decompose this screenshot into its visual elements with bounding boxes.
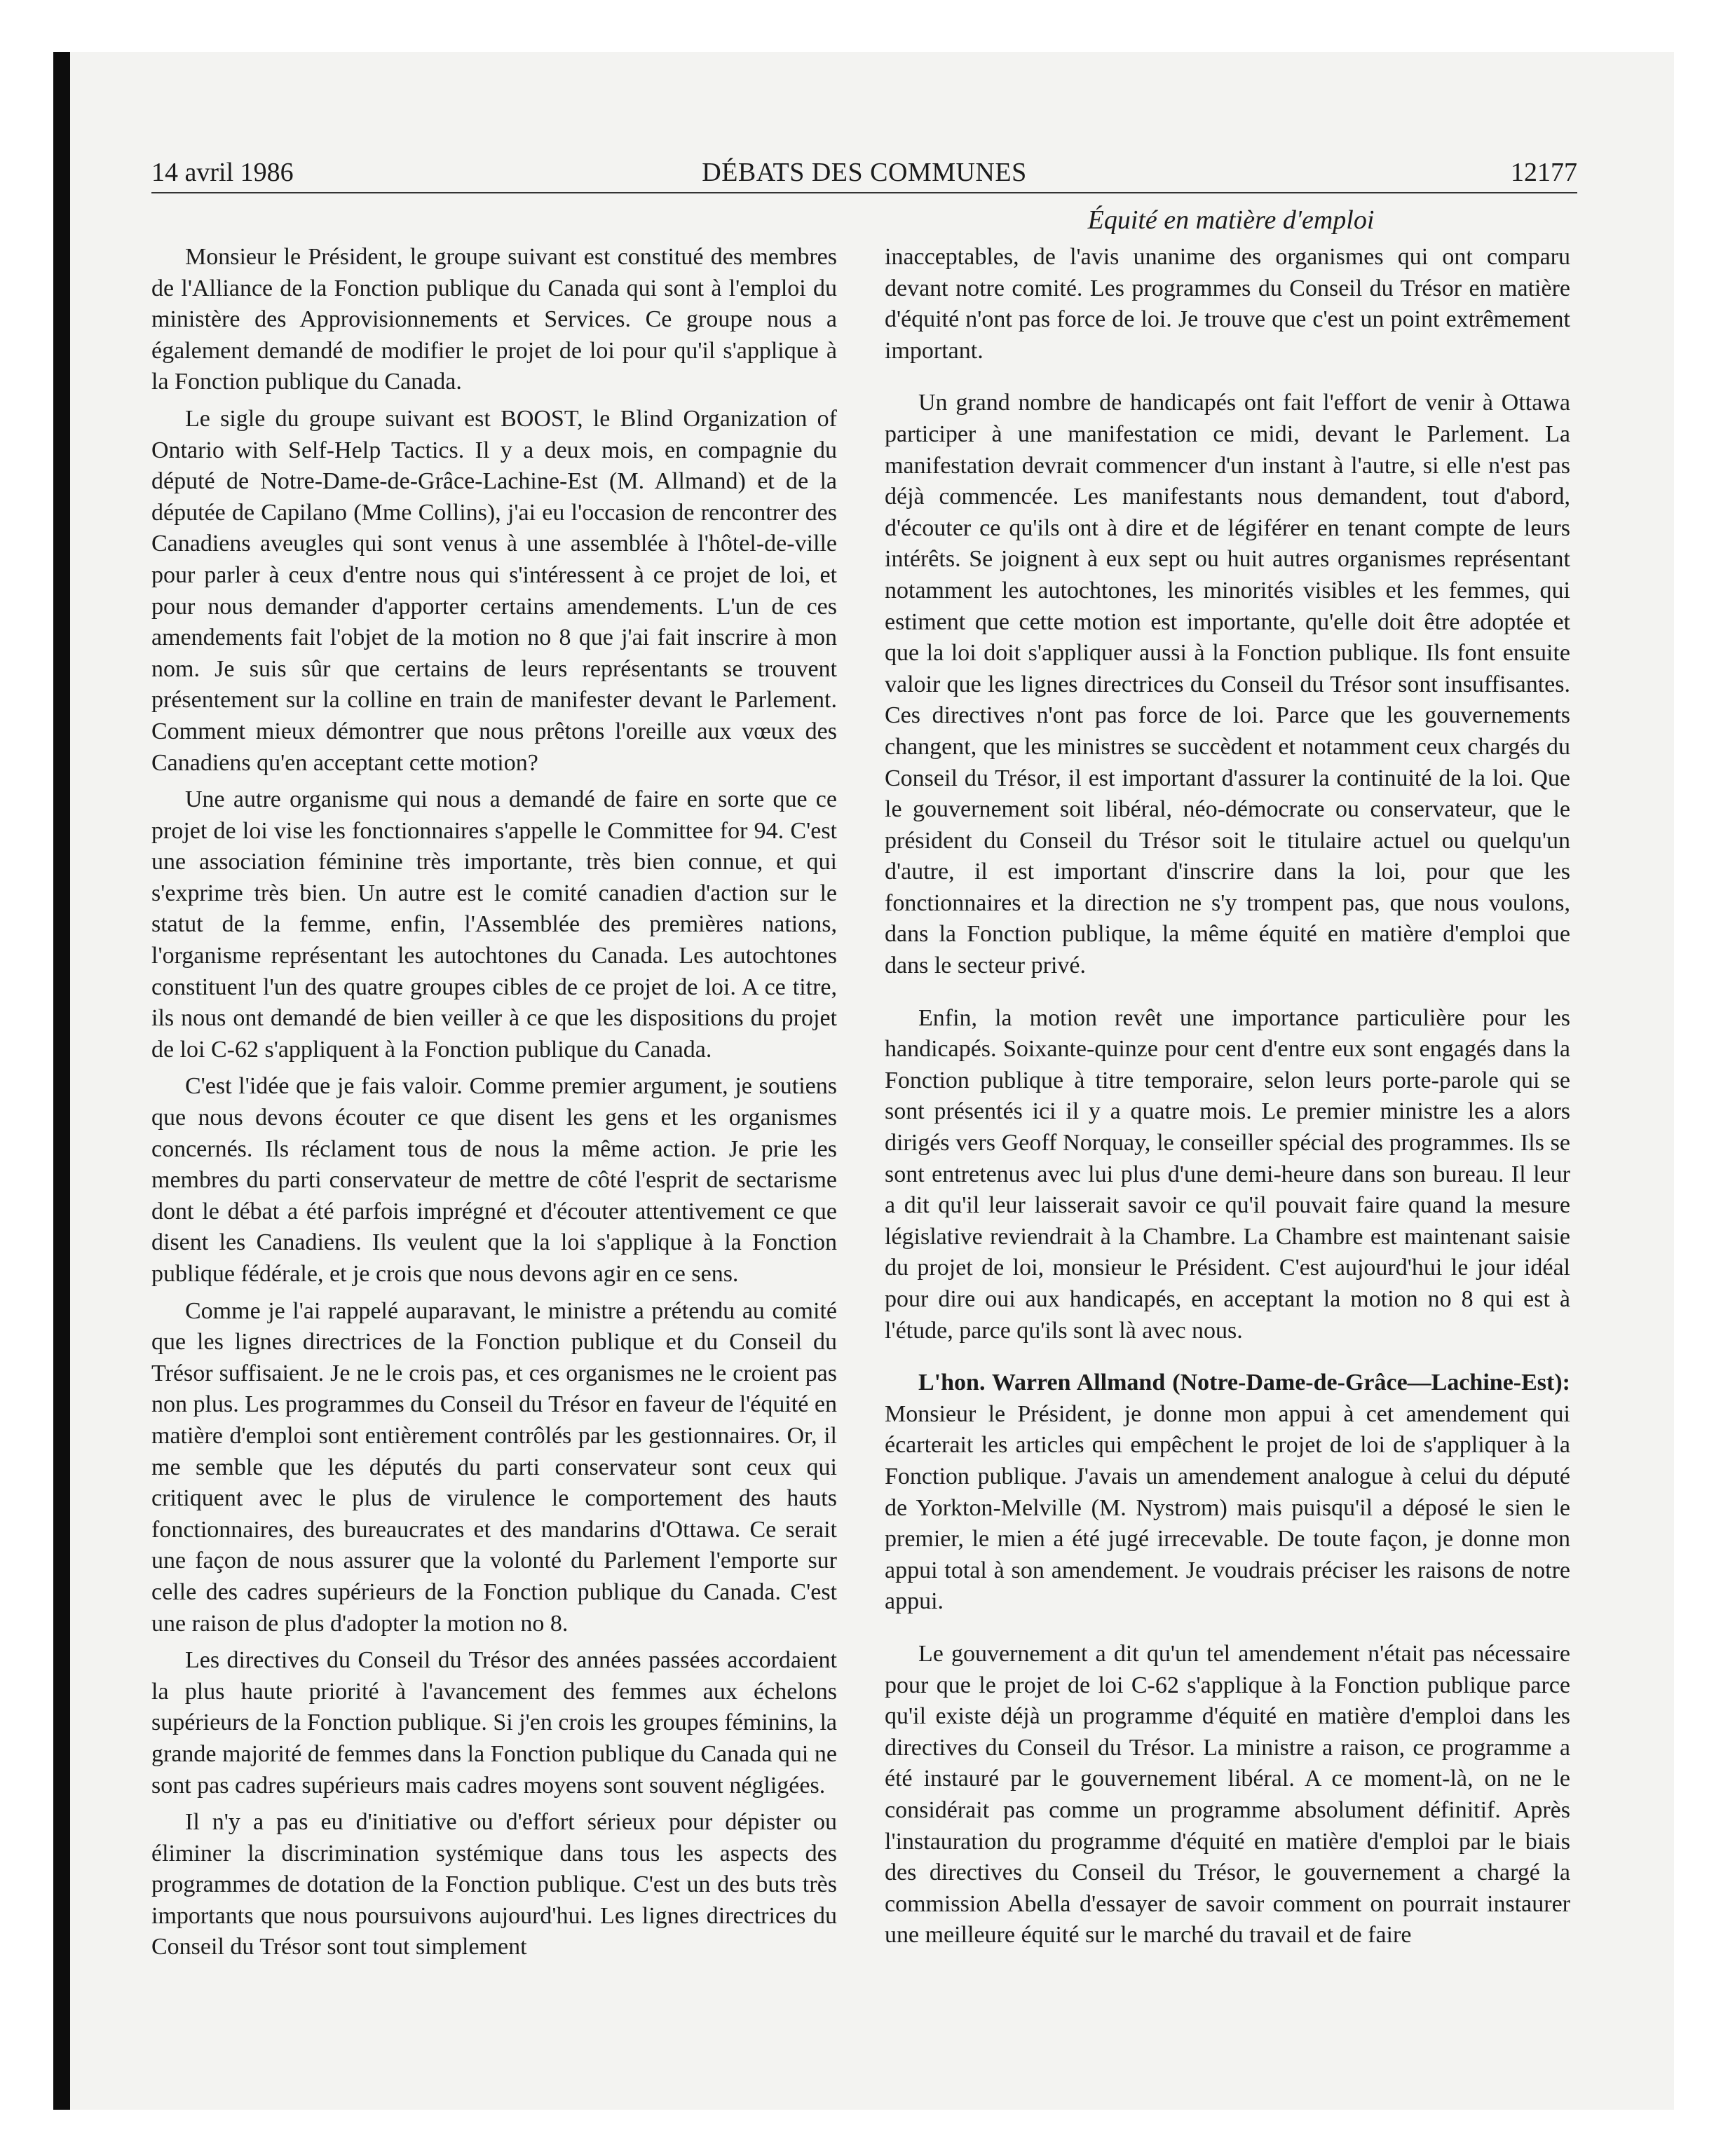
speaker-name: L'hon. Warren Allmand (Notre-Dame-de-Grâce—Lachine-Est): [918, 1370, 1570, 1396]
right-continuation-paragraph: inacceptables, de l'avis unanime des organismes qui ont comparu devant notre comité. Les programmes du Conseil du Trésor en matière d'équité n'ont pas force de loi. Je trouve que c'est un point extrêmement important. [885, 244, 1570, 364]
speech-text: Monsieur le Président, je donne mon appui à cet amendement qui écarterait les articles qui empêchent le projet de loi de s'appliquer à la Fonction publique. J'avais un amendement analogue à celui du député de Yorkton-Melville (M. Nystrom) mais puisqu'il a déposé le sien le premier, le mien a été jugé irrecevable. De toute façon, je donne mon appui total à son amendement. Je voudrais préciser les raisons de notre appui. [885, 1400, 1570, 1615]
header-journal-title: DÉBATS DES COMMUNES [702, 158, 1027, 187]
right-column [885, 242, 1570, 2078]
left-paragraph: C'est l'idée que je fais valoir. Comme premier argument, je soutiens que nous devons écouter ce que disent les gens et les organismes concernés. Ils réclament tous de nous la même action. Je prie les membres du parti conservateur de mettre de côté l'esprit de sectarisme dont le débat a été parfois imprégné et d'écouter attentivement ce que disent les Canadiens. Ils veulent que la loi s'applique à la Fonction publique fédérale, et je crois que nous devons agir en ce sens. [151, 1073, 837, 1287]
header-rule [151, 192, 1577, 193]
section-heading: Équité en matière d'emploi [1087, 205, 1375, 235]
left-paragraph: Le sigle du groupe suivant est BOOST, le Blind Organization of Ontario with Self-Help Tactics. Il y a deux mois, en compagnie du député de Notre-Dame-de-Grâce-Lachine-Est (M. Allmand) et de la députée de Capilano (Mme Collins), j'ai eu l'occasion de rencontrer des Canadiens aveugles qui sont venus à une assemblée à l'hôtel-de-ville pour parler à ceux d'entre nous qui s'intéressent à ce projet de loi, et pour nous demander d'apporter certains amendements. L'un de ces amendements fait l'objet de la motion no 8 que j'ai fait inscrire à mon nom. Je suis sûr que certains de leurs représentants se trouvent présentement sur la colline en train de manifester devant le Parlement. Comment mieux démontrer que nous prêtons l'oreille aux vœux des Canadiens qu'en acceptant cette motion? [151, 405, 837, 776]
left-paragraph: Il n'y a pas eu d'initiative ou d'effort sérieux pour dépister ou éliminer la discrimination systémique dans tous les aspects des programmes de dotation de la Fonction publique. C'est un des buts très importants que nous poursuivons aujourd'hui. Les lignes directrices du Conseil du Trésor sont tout simplement [151, 1809, 837, 1960]
left-paragraph: Les directives du Conseil du Trésor des années passées accordaient la plus haute priorité à l'avancement des femmes aux échelons supérieurs de la Fonction publique. Si j'en crois les groupes féminins, la grande majorité de femmes dans la Fonction publique du Canada qui ne sont pas cadres supérieurs mais cadres moyens sont souvent négligées. [151, 1647, 837, 1799]
left-column [151, 242, 837, 2078]
left-paragraph: Monsieur le Président, le groupe suivant est constitué des membres de l'Alliance de la Fonction publique du Canada qui sont à l'emploi du ministère des Approvisionnements et Services. Ce groupe nous a également demandé de modifier le projet de loi pour qu'il s'applique à la Fonction publique du Canada. [151, 244, 837, 395]
header-date: 14 avril 1986 [151, 158, 294, 187]
right-paragraph: Le gouvernement a dit qu'un tel amendement n'était pas nécessaire pour que le projet de loi C-62 s'applique à la Fonction publique parce qu'il existe déjà un programme d'équité en matière d'emploi dans les directives du Conseil du Trésor. La ministre a raison, ce programme a été instauré par le gouvernement libéral. A ce moment-là, on ne le considérait pas comme un programme absolument définitif. Après l'instauration du programme d'équité en matière d'emploi par le biais des directives du Conseil du Trésor, le gouvernement a chargé la commission Abella d'essayer de savoir comment on pourrait instaurer une meilleure équité sur le marché du travail et de faire [885, 1640, 1570, 1949]
right-paragraph: Enfin, la motion revêt une importance particulière pour les handicapés. Soixante-quinze pour cent d'entre eux sont engagés dans la Fonction publique à titre temporaire, selon leurs porte-parole qui se sont présentés ici il y a quatre mois. Le premier ministre les a alors dirigés vers Geoff Norquay, le conseiller spécial des programmes. Ils se sont entretenus avec lui plus d'une demi-heure dans son bureau. Il leur a dit qu'il leur laisserait savoir ce qu'il pouvait faire quand la mesure législative reviendrait à la Chambre. La Chambre est maintenant saisie du projet de loi, monsieur le Président. C'est aujourd'hui le jour idéal pour dire oui aux handicapés, en acceptant la motion no 8 qui est à l'étude, parce qu'ils sont là avec nous. [885, 1004, 1570, 1344]
speech-paragraph [885, 1367, 1570, 1618]
scan-binding-edge [53, 52, 70, 2110]
page-header [151, 154, 1577, 191]
left-paragraph: Comme je l'ai rappelé auparavant, le ministre a prétendu au comité que les lignes directrices de la Fonction publique et du Conseil du Trésor suffisaient. Je ne le crois pas, et ces organismes ne le croient pas non plus. Les programmes du Conseil du Trésor en faveur de l'équité en matière d'emploi sont entièrement contrôlés par les gestionnaires. Or, il me semble que les députés du parti conservateur sont ceux qui critiquent avec le plus de virulence le comportement des hauts fonctionnaires, des bureaucrates et des mandarins d'Ottawa. Ce serait une façon de nous assurer que la volonté du Parlement l'emporte sur celle des cadres supérieurs de la Fonction publique du Canada. C'est une raison de plus d'adopter la motion no 8. [151, 1297, 837, 1637]
header-page-number: 12177 [1511, 158, 1577, 187]
left-paragraph: Une autre organisme qui nous a demandé de faire en sorte que ce projet de loi vise les fonctionnaires s'appelle le Committee for 94. C'est une association féminine très importante, très bien connue, et qui s'exprime très bien. Un autre est le comité canadien d'action sur le statut de la femme, enfin, l'Assemblée des premières nations, l'organisme représentant les autochtones du Canada. Les autochtones constituent l'un des quatre groupes cibles de ce projet de loi. A ce titre, ils nous ont demandé de bien veiller à ce que les dispositions du projet de loi C-62 s'appliquent à la Fonction publique du Canada. [151, 786, 837, 1063]
right-paragraph: Un grand nombre de handicapés ont fait l'effort de venir à Ottawa participer à une manifestation ce midi, devant le Parlement. La manifestation devrait commencer d'un instant à l'autre, si elle n'est pas déjà commencée. Les manifestants nous demandent, tout d'abord, d'écouter ce qu'ils ont à dire et de légiférer en tenant compte de leurs intérêts. Se joignent à eux sept ou huit autres organismes représentant notamment les autochtones, les minorités visibles et les femmes, qui estiment que cette motion est importante, qu'elle doit être adoptée et que la loi doit s'appliquer aussi à la Fonction publique. Ils font ensuite valoir que les lignes directrices du Conseil du Trésor sont insuffisantes. Ces directives n'ont pas force de loi. Parce que les gouvernements changent, que les ministres se succèdent et notamment ceux chargés du Conseil du Trésor, il est important d'assurer la continuité de la loi. Que le gouvernement soit libéral, néo-démocrate ou conservateur, que le président du Conseil du Trésor soit le titulaire actuel ou quelqu'un d'autre, il est important d'inscrire dans la loi, pour que les fonctionnaires et la direction ne s'y trompent pas, que nous voulons, dans la Fonction publique, la même équité en matière d'emploi que dans le secteur privé. [885, 390, 1570, 979]
